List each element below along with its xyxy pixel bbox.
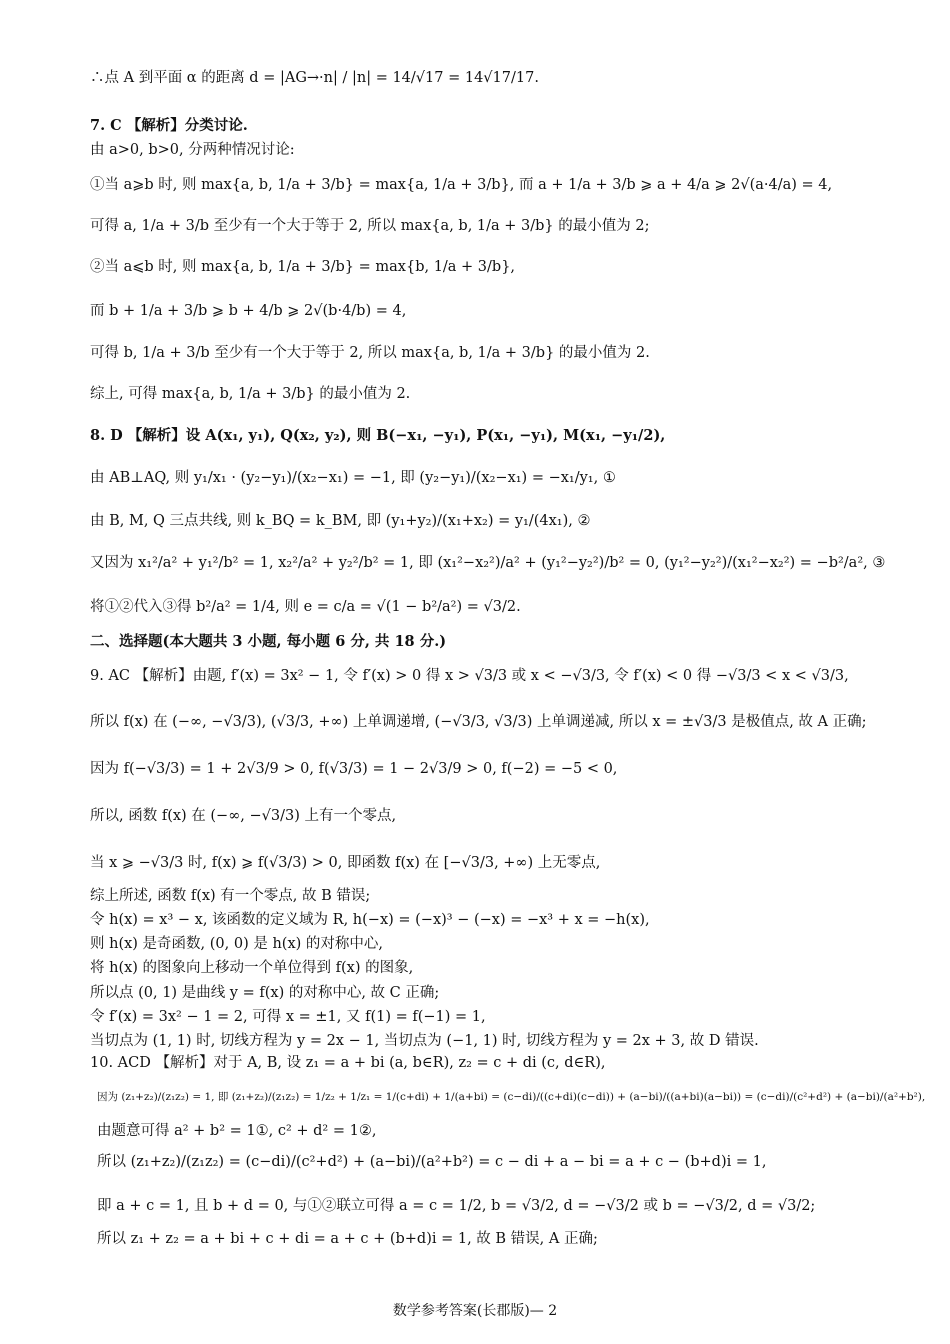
text-line: 由 a>0, b>0, 分两种情况讨论: [90,142,295,158]
text-line: 令 h(x) = x³ − x, 该函数的定义域为 R, h(−x) = (−x)³ − (−x) = −x³ + x = −h(x), [90,912,650,928]
text-line: 当 x ⩾ −√3/3 时, f(x) ⩾ f(√3/3) > 0, 即函数 f(x) 在 [−√3/3, +∞) 上无零点, [90,855,601,871]
text-line: 因为 f(−√3/3) = 1 + 2√3/9 > 0, f(√3/3) = 1 − 2√3/9 > 0, f(−2) = −5 < 0, [90,761,618,777]
text-line: 综上, 可得 max{a, b, 1/a + 3/b} 的最小值为 2. [90,386,411,402]
text-line: 又因为 x₁²/a² + y₁²/b² = 1, x₂²/a² + y₂²/b² = 1, 即 (x₁²−x₂²)/a² + (y₁²−y₂²)/b² = 0, (y₁²−y₂²)/(x₁²−x₂²) = −b²/a², ③ [90,555,886,571]
text-line: 而 b + 1/a + 3/b ⩾ b + 4/b ⩾ 2√(b·4/b) = 4, [90,303,407,319]
text-line: 由题意可得 a² + b² = 1①, c² + d² = 1②, [97,1123,377,1139]
text-line: 所以 (z₁+z₂)/(z₁z₂) = (c−di)/(c²+d²) + (a−bi)/(a²+b²) = c − di + a − bi = a + c − (b+d)i = 1, [97,1154,767,1170]
text-line: 所以 z₁ + z₂ = a + bi + c + di = a + c + (b+d)i = 1, 故 B 错误, A 正确; [97,1231,598,1247]
question-7-heading: 7. C 【解析】分类讨论. [90,117,248,134]
question-8-heading: 8. D 【解析】设 A(x₁, y₁), Q(x₂, y₂), 则 B(−x₁, −y₁), P(x₁, −y₁), M(x₁, −y₁/2), [90,427,666,444]
text-line: 所以点 (0, 1) 是曲线 y = f(x) 的对称中心, 故 C 正确; [90,985,440,1001]
section-heading: 二、选择题(本大题共 3 小题, 每小题 6 分, 共 18 分.) [90,633,447,650]
text-line: 可得 b, 1/a + 3/b 至少有一个大于等于 2, 所以 max{a, b, 1/a + 3/b} 的最小值为 2. [90,345,650,361]
text-line: 综上所述, 函数 f(x) 有一个零点, 故 B 错误; [90,888,371,904]
text-line: 即 a + c = 1, 且 b + d = 0, 与①②联立可得 a = c = 1/2, b = √3/2, d = −√3/2 或 b = −√3/2, d = √3/2; [97,1198,816,1214]
text-line: 因为 (z₁+z₂)/(z₁z₂) = 1, 即 (z₁+z₂)/(z₁z₂) = 1/z₂ + 1/z₁ = 1/(c+di) + 1/(a+bi) = (c−di)/((c+di)(c−di)) + (a−bi)/((a+bi)(a−bi)) = (c−di)/(c²+d²) + (a−bi)/(a²+b²), [97,1091,926,1103]
text-line: 令 f′(x) = 3x² − 1 = 2, 可得 x = ±1, 又 f(1) = f(−1) = 1, [90,1009,486,1025]
question-10-heading: 10. ACD 【解析】对于 A, B, 设 z₁ = a + bi (a, b∈R), z₂ = c + di (c, d∈R), [90,1055,606,1071]
text-line: ①当 a⩾b 时, 则 max{a, b, 1/a + 3/b} = max{a, 1/a + 3/b}, 而 a + 1/a + 3/b ⩾ a + 4/a ⩾ 2√(a·4/a) = 4, [90,177,833,193]
text-line: 当切点为 (1, 1) 时, 切线方程为 y = 2x − 1, 当切点为 (−1, 1) 时, 切线方程为 y = 2x + 3, 故 D 错误. [90,1033,759,1049]
text-line: ②当 a⩽b 时, 则 max{a, b, 1/a + 3/b} = max{b, 1/a + 3/b}, [90,259,516,275]
text-line: 所以, 函数 f(x) 在 (−∞, −√3/3) 上有一个零点, [90,808,397,824]
text-line: 将 h(x) 的图象向上移动一个单位得到 f(x) 的图象, [90,960,414,976]
text-line: 由 AB⊥AQ, 则 y₁/x₁ · (y₂−y₁)/(x₂−x₁) = −1, 即 (y₂−y₁)/(x₂−x₁) = −x₁/y₁, ① [90,470,616,486]
text-line: 可得 a, 1/a + 3/b 至少有一个大于等于 2, 所以 max{a, b, 1/a + 3/b} 的最小值为 2; [90,218,650,234]
text-line: 将①②代入③得 b²/a² = 1/4, 则 e = c/a = √(1 − b²/a²) = √3/2. [90,599,521,615]
text-line: 由 B, M, Q 三点共线, 则 k_BQ = k_BM, 即 (y₁+y₂)/(x₁+x₂) = y₁/(4x₁), ② [90,513,591,529]
question-9-heading: 9. AC 【解析】由题, f′(x) = 3x² − 1, 令 f′(x) > 0 得 x > √3/3 或 x < −√3/3, 令 f′(x) < 0 得 −√3/3 < x < √3/3, [90,668,849,684]
text-line: 所以 f(x) 在 (−∞, −√3/3), (√3/3, +∞) 上单调递增, (−√3/3, √3/3) 上单调递减, 所以 x = ±√3/3 是极值点, 故 A 正确; [90,714,867,730]
text-line: ∴点 A 到平面 α 的距离 d = |AG→·n| / |n| = 14/√17 = 14√17/17. [90,70,539,86]
text-line: 则 h(x) 是奇函数, (0, 0) 是 h(x) 的对称中心, [90,936,384,952]
page-footer: 数学参考答案(长郡版)— 2 [392,1303,558,1319]
